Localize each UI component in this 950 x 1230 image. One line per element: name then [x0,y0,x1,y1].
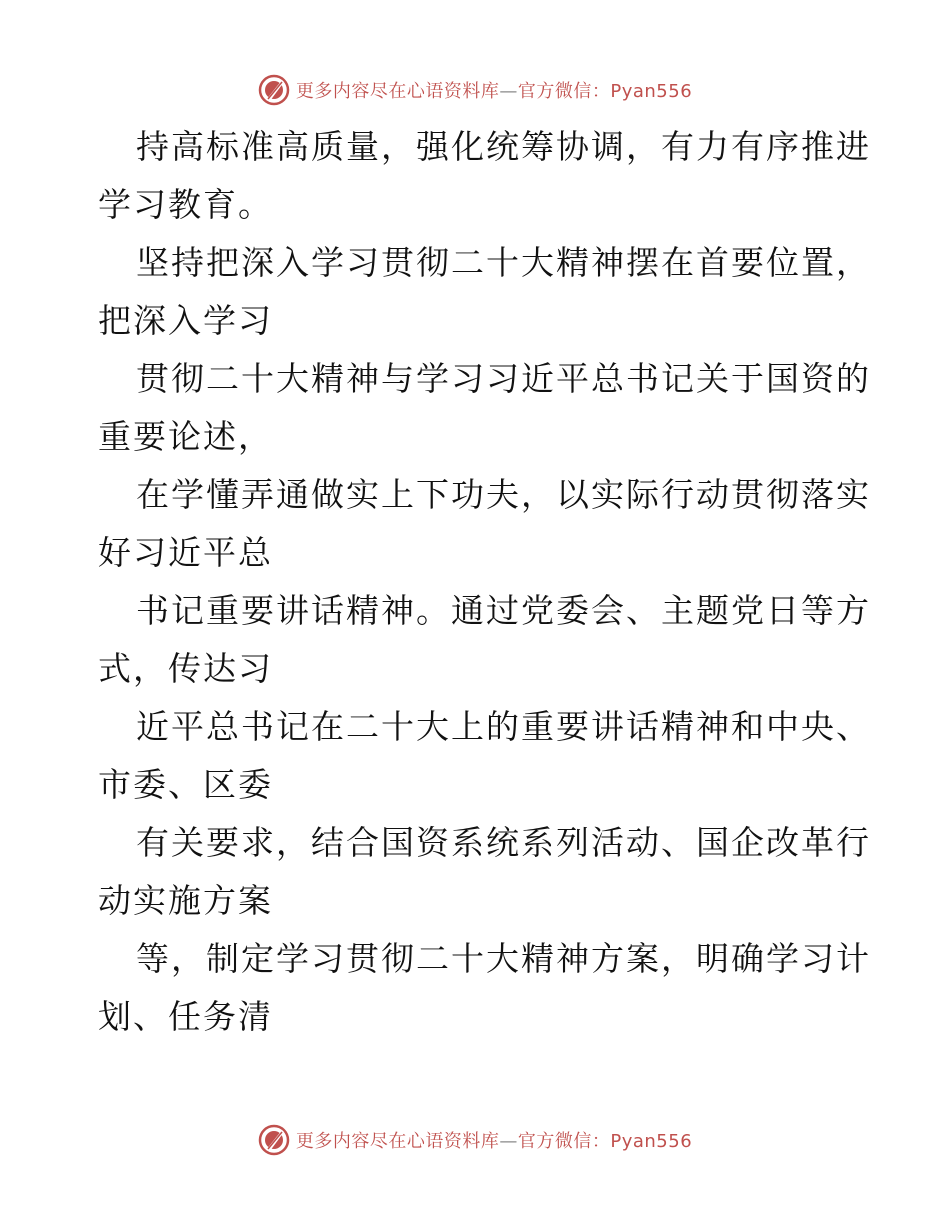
watermark-handle: Pyan556 [610,1131,693,1152]
paragraph [98,698,871,814]
watermark-handle: Pyan556 [610,81,693,102]
paragraph-line: 划、任务清 [98,997,273,1036]
watermark-label: 官方微信： [517,81,611,102]
paragraph [98,814,871,930]
paragraph-line: 学习教育。 [98,185,273,224]
watermark-text [296,1127,692,1153]
paragraph-line: 贯彻二十大精神与学习习近平总书记关于国资的 [136,359,871,398]
watermark-separator: — [499,1131,518,1152]
watermark-main: 更多内容尽在心语资料库 [295,1131,500,1152]
watermark-separator: — [499,81,518,102]
document-body [98,118,871,1046]
paragraph [98,350,871,466]
paragraph-line: 好习近平总 [98,533,273,572]
quill-logo-icon [258,74,290,106]
paragraph-line: 式，传达习 [98,649,273,688]
header-watermark [0,70,950,110]
paragraph-line: 在学懂弄通做实上下功夫，以实际行动贯彻落实 [136,475,871,514]
footer-watermark [0,1120,950,1160]
paragraph-line: 坚持把深入学习贯彻二十大精神摆在首要位置， [136,243,871,282]
quill-logo-icon [258,1124,290,1156]
paragraph-line: 近平总书记在二十大上的重要讲话精神和中央、 [136,707,871,746]
paragraph-line: 动实施方案 [98,881,273,920]
paragraph-line: 重要论述， [98,417,273,456]
paragraph [98,582,871,698]
watermark-text [296,77,692,103]
watermark-label: 官方微信： [517,1131,611,1152]
paragraph-line: 等，制定学习贯彻二十大精神方案，明确学习计 [136,939,871,978]
paragraph-line: 市委、区委 [98,765,273,804]
paragraph-line: 把深入学习 [98,301,273,340]
paragraph [98,118,871,234]
paragraph [98,466,871,582]
watermark-main: 更多内容尽在心语资料库 [295,81,500,102]
paragraph-line: 有关要求，结合国资系统系列活动、国企改革行 [136,823,871,862]
paragraph-line: 书记重要讲话精神。通过党委会、主题党日等方 [136,591,871,630]
paragraph [98,234,871,350]
paragraph [98,930,871,1046]
paragraph-line: 持高标准高质量，强化统筹协调，有力有序推进 [136,127,871,166]
